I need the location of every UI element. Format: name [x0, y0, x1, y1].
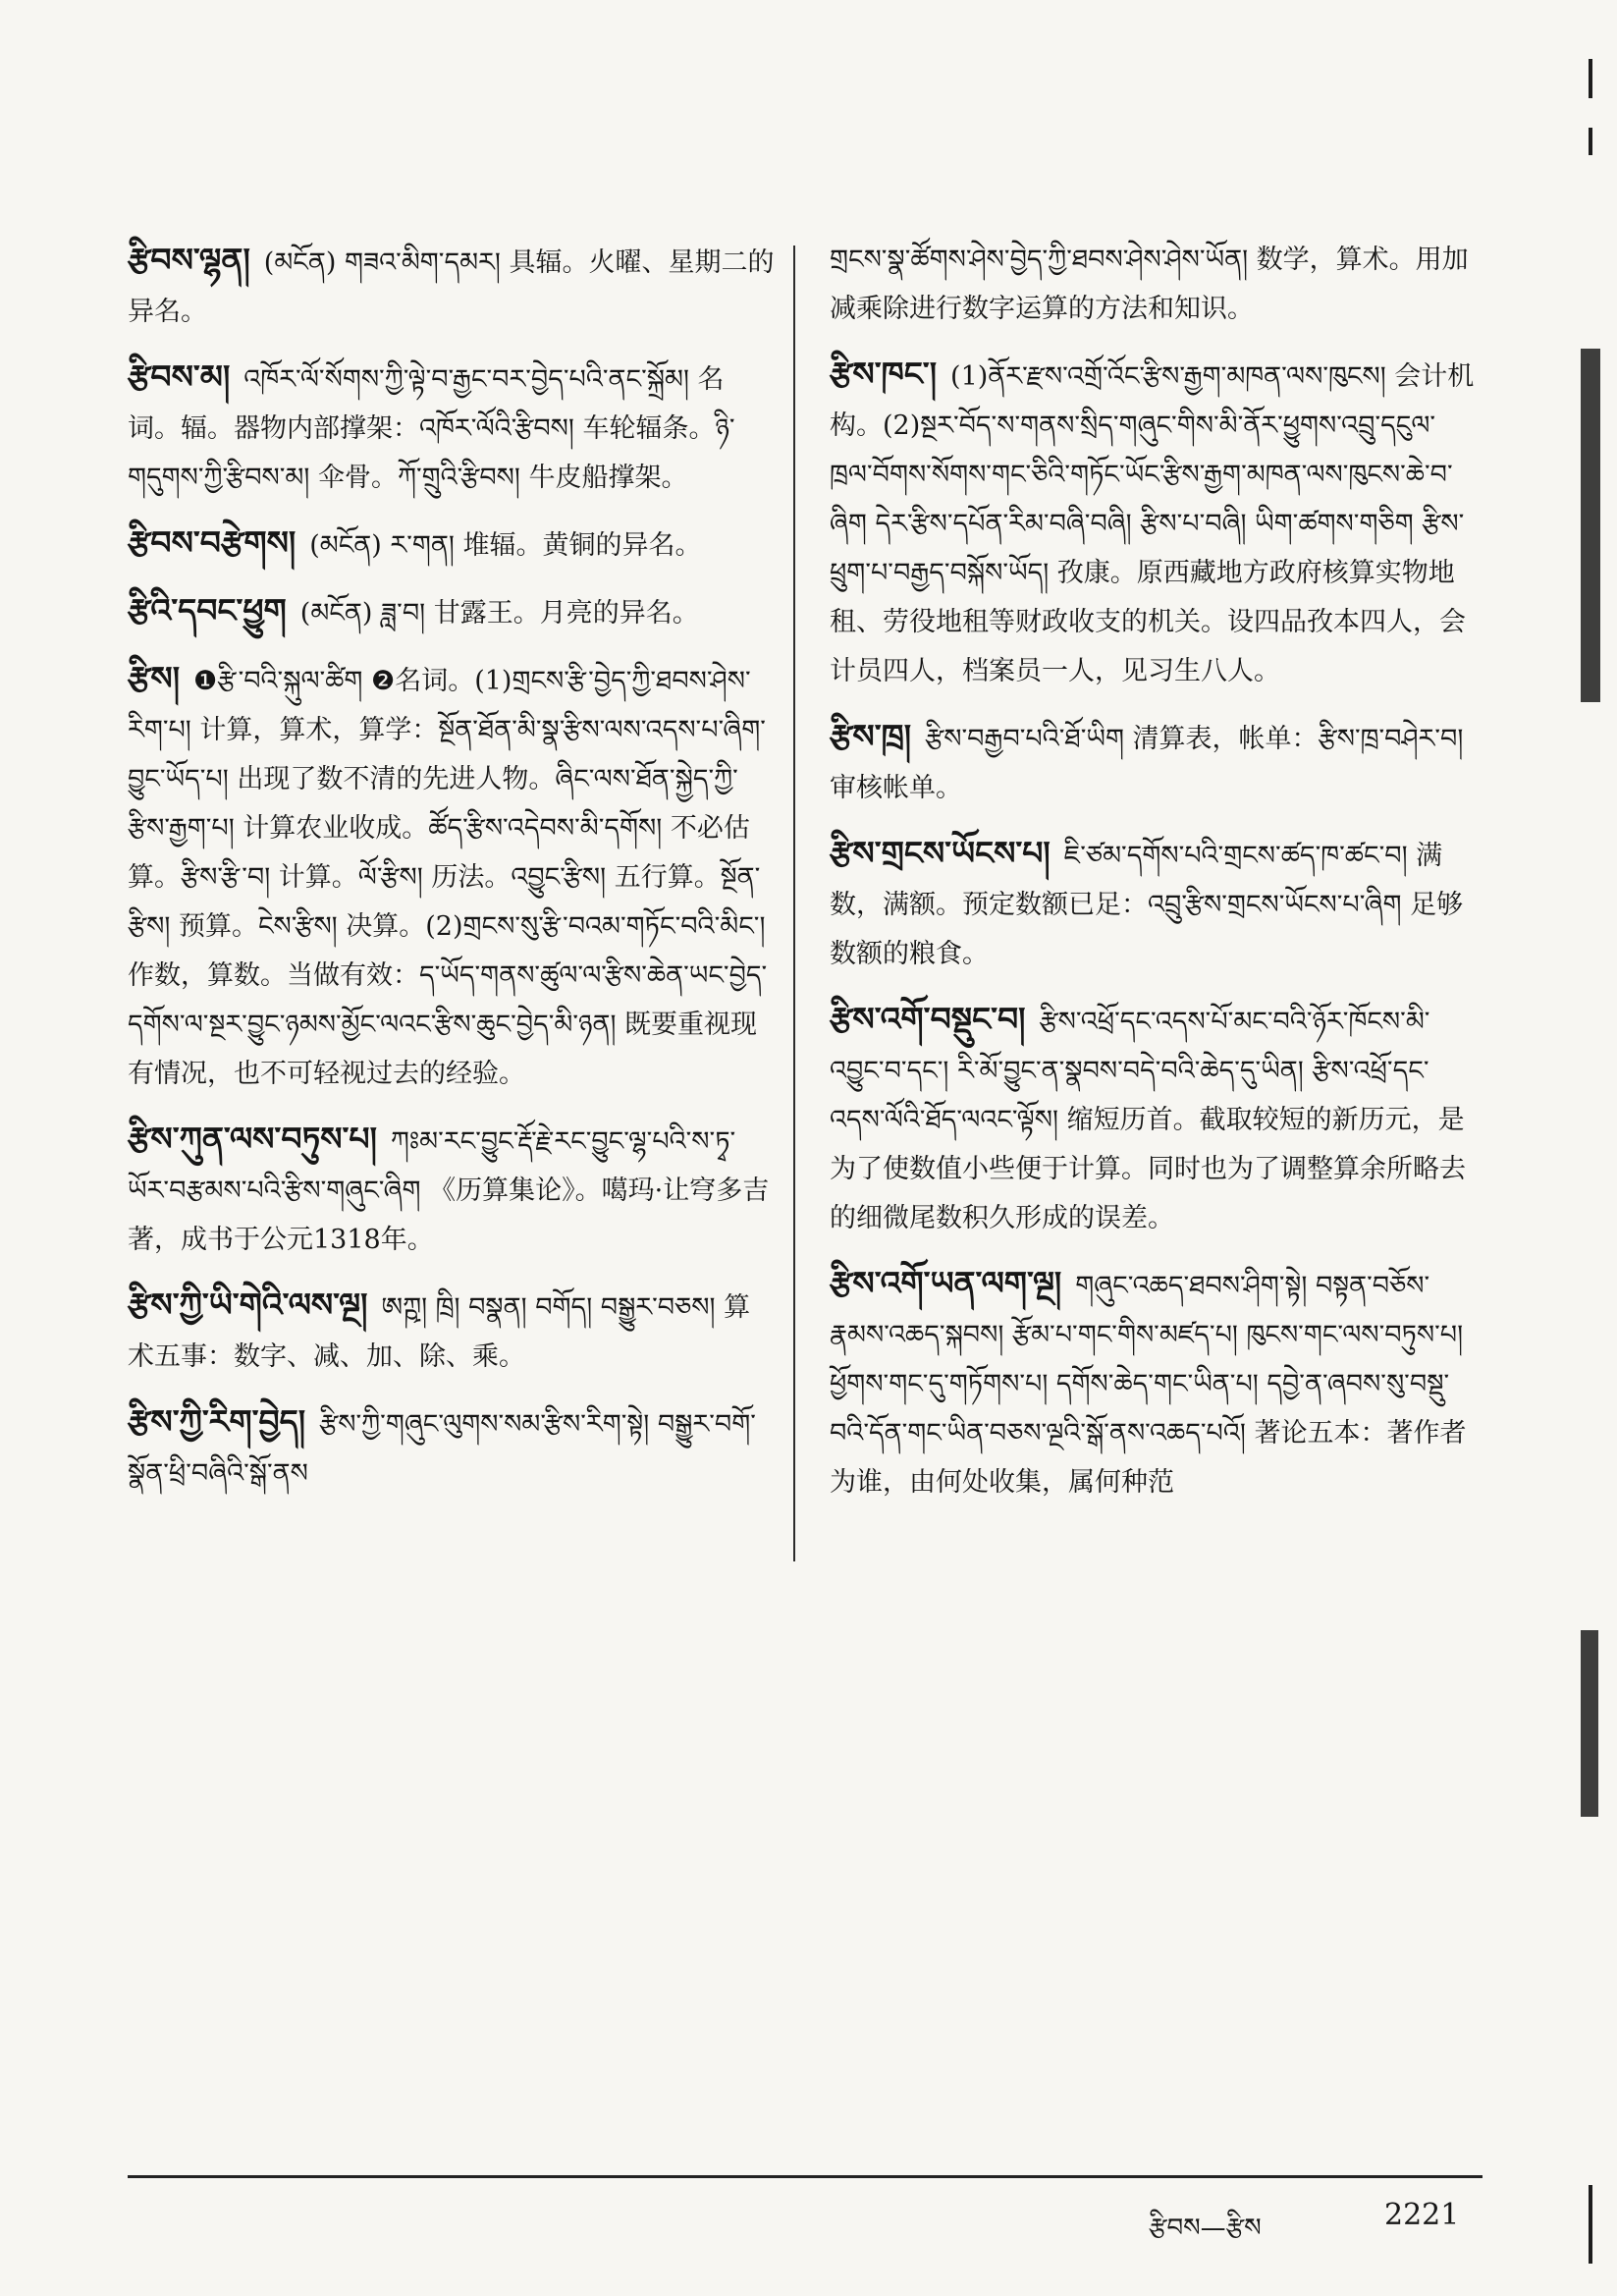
entry-definition: ཀཿམ་རང་བྱུང་རྡོ་རྗེ་རང་བྱུང་ལྷ་པའི་ས་ཏྭ་ཡོར་བརྩམས་པའི་རྩིས་གཞུང་ཞིག 《历算集论》。噶玛·让穹多吉著，成书于公元1318年。 [128, 1126, 770, 1255]
entry-headword: རྩིབས་བརྩེགས། [128, 523, 296, 562]
entry-headword: རྩིས་ཀྱི་རིག་བྱེད། [128, 1402, 306, 1441]
dictionary-entry [128, 654, 776, 1099]
dictionary-entry [128, 1281, 776, 1382]
dictionary-entry [830, 829, 1478, 979]
entry-definition: (མངོན) ར་གན། 堆辐。黄铜的异名。 [309, 530, 702, 561]
entry-definition: གྲངས་སྣ་ཚོགས་ཤེས་བྱེད་ཀྱི་ཐབས་ཤེས་ཤེས་ཡོན། 数学，算术。用加减乘除进行数字运算的方法和知识。 [830, 245, 1469, 324]
entry-headword: རྩིས་ཁང་། [830, 355, 938, 393]
entry-headword: རྩིའི་དབང་ཕྱུག [128, 591, 287, 629]
dictionary-entry [128, 353, 776, 503]
entry-headword: རྩིས་ཀུན་ལས་བཏུས་པ། [128, 1120, 377, 1158]
entry-definition: རྩིས་འཕྲོ་དང་འདས་པོ་མང་བའི་ཉོར་ཁོངས་མི་འབྱུང་བ་དང་། རི་མོ་བྱུང་ན་སྣབས་བདེ་བའི་ཆེད་དུ་ཡིན། རྩིས་འཕྲོ་དང་འདས་ལོའི་ཐོད་ལའང་ལྟོས། 缩短历首。截取较短的新历元，是为了使数值小些便于计算。同时也为了调整算余所略去的细微尾数积久形成的误差。 [830, 1007, 1466, 1233]
running-head: རྩིབས—རྩིས [1149, 2214, 1262, 2243]
entry-headword: རྩིས་འགོ་བསྡུང་བ། [830, 1000, 1026, 1038]
scan-edge-mark [1589, 2185, 1592, 2264]
entry-definition: ཇི་ཙམ་དགོས་པའི་གྲངས་ཚད་ཁ་ཚང་བ། 满数，满额。预定数额已足：འབྲུ་རྩིས་གྲངས་ཡོངས་པ་ཞིག 足够数额的粮食。 [830, 841, 1464, 969]
entry-headword: རྩིས། [128, 659, 181, 697]
dictionary-entry [128, 519, 776, 571]
entry-definition: འཁོར་ལོ་སོགས་ཀྱི་ལྟེ་བ་རྒྱང་བར་བྱེད་པའི་ནང་སྐྲོམ། 名词。辐。器物内部撑架：འཁོར་ལོའི་རྩིབས། 车轮辐条。ཉི་གདུགས་ཀྱི་རྩིབས་མ། 伞骨。ཀོ་གྲུའི་རྩིབས། 牛皮船撑架。 [128, 364, 735, 493]
scan-edge-mark [1589, 59, 1592, 98]
footer-rule [128, 2175, 1482, 2178]
entry-headword: རྩིས་ཁྲ། [830, 717, 912, 755]
entry-definition: རྩིས་བརྒྱབ་པའི་ཐོ་ཡིག 清算表，帐单：རྩིས་ཁྲ་བཤེར་བ། 审核帐单。 [830, 724, 1464, 803]
entry-definition: (1)ནོར་རྫས་འགྲོ་འོང་རྩིས་རྒྱག་མཁན་ལས་ཁུངས། 会计机构。(2)སྔར་བོད་ས་གནས་སྲིད་གཞུང་གིས་མི་ནོར་ཕྱུགས་འབྲུ་དངུལ་ཁྲལ་བོགས་སོགས་གང་ཅིའི་གཏོང་ཡོང་རྩིས་རྒྱག་མཁན་ལས་ཁུངས་ཆེ་བ་ཞིག དེར་རྩིས་དཔོན་རིམ་བཞི་བཞི། རྩིས་པ་བཞི། ཡིག་ཚགས་གཅིག རྩིས་ཕྲུག་པ་བརྒྱད་བསྐོས་ཡོད། 孜康。原西藏地方政府核算实物地租、劳役地租等财政收支的机关。设四品孜本四人，会计员四人，档案员一人，见习生八人。 [830, 361, 1475, 686]
right-column [830, 236, 1478, 1523]
scan-edge-mark [1581, 349, 1600, 702]
dictionary-entry [830, 712, 1478, 813]
entry-headword: རྩིས་ཀྱི་ཡི་གེའི་ལས་ལྔ། [128, 1285, 368, 1324]
dictionary-entry [128, 1397, 776, 1499]
dictionary-entry [830, 350, 1478, 696]
entry-headword: རྩིས་འགོ་ཡན་ལག་ལྔ། [830, 1264, 1062, 1302]
left-column [128, 236, 776, 1514]
dictionary-entry [128, 1115, 776, 1265]
scan-edge-mark [1581, 1630, 1598, 1817]
dictionary-entry [830, 995, 1478, 1243]
scan-edge-mark [1589, 128, 1592, 155]
dictionary-entry [830, 1259, 1478, 1507]
entry-definition: ❶རྩི་བའི་སྐུལ་ཚིག ❷名词。(1)གྲངས་རྩི་བྱེད་ཀྱི་ཐབས་ཤེས་རིག་པ། 计算，算术，算学：སྔོན་ཐོན་མི་སྣ་རྩིས་ལས་འདས་པ་ཞིག་བྱུང་ཡོད་པ། 出现了数不清的先进人物。ཞིང་ལས་ཐོན་སྐྱེད་ཀྱི་རྩིས་རྒྱག་པ། 计算农业收成。ཚོད་རྩིས་འདེབས་མི་དགོས། 不必估算。རྩིས་རྩི་བ། 计算。ལོ་རྩིས། 历法。འབྱུང་རྩིས། 五行算。སྔོན་རྩིས། 预算。ངེས་རྩིས། 决算。(2)གྲངས་སུ་རྩི་བའམ་གཏོང་བའི་མིང་། 作数，算数。当做有效：ད་ཡོད་གནས་ཚུལ་ལ་རྩིས་ཆེན་ཡང་བྱེད་དགོས་ལ་སྔར་བྱུང་ཉམས་མྱོང་ལའང་རྩིས་ཆུང་བྱེད་མི་ཉན། 既要重视现有情况，也不可轻视过去的经验。 [128, 666, 768, 1089]
entry-definition: (མངོན) ཟླ་བ། 甘露王。月亮的异名。 [299, 598, 699, 629]
page-number: 2221 [1384, 2198, 1460, 2232]
entry-headword: རྩིབས་ལྷན། [128, 241, 250, 279]
dictionary-entry [128, 236, 776, 337]
entry-definition: གཞུང་འཆད་ཐབས་ཤིག་སྟེ། བསྟན་བཅོས་རྣམས་འཆད་སྐབས། རྩོམ་པ་གང་གིས་མཛད་པ། ཁུངས་གང་ལས་བཏུས་པ། ཕྱོགས་གང་དུ་གཏོགས་པ། དགོས་ཆེད་གང་ཡིན་པ། དབྱེ་ན་ཞབས་སུ་བསྡུ་བའི་དོན་གང་ཡིན་བཅས་ལྔའི་སྒོ་ནས་འཆད་པའོ། 著论五本：著作者为谁，由何处收集，属何种范 [830, 1271, 1467, 1498]
dictionary-entry [128, 586, 776, 638]
entry-definition: ཨཀྵ། ཁྲི། བསྣན། བགོད། བསྒྱུར་བཅས། 算术五事：数字、减、加、除、乘。 [128, 1292, 751, 1372]
entry-definition: རྩིས་ཀྱི་གཞུང་ལུགས་སམ་རྩིས་རིག་སྟེ། བསྒྱུར་བགོ་སྣོན་ཕྲི་བཞིའི་སྒོ་ནས [128, 1409, 756, 1489]
entry-definition: (མངོན) གཟའ་མིག་དམར། 具辐。火曜、星期二的异名。 [128, 247, 775, 327]
column-divider [793, 246, 795, 1561]
entry-headword: རྩིབས་མ། [128, 357, 231, 396]
dictionary-entry-continued [830, 236, 1478, 334]
entry-headword: རྩིས་གྲངས་ཡོངས་པ། [830, 834, 1051, 872]
